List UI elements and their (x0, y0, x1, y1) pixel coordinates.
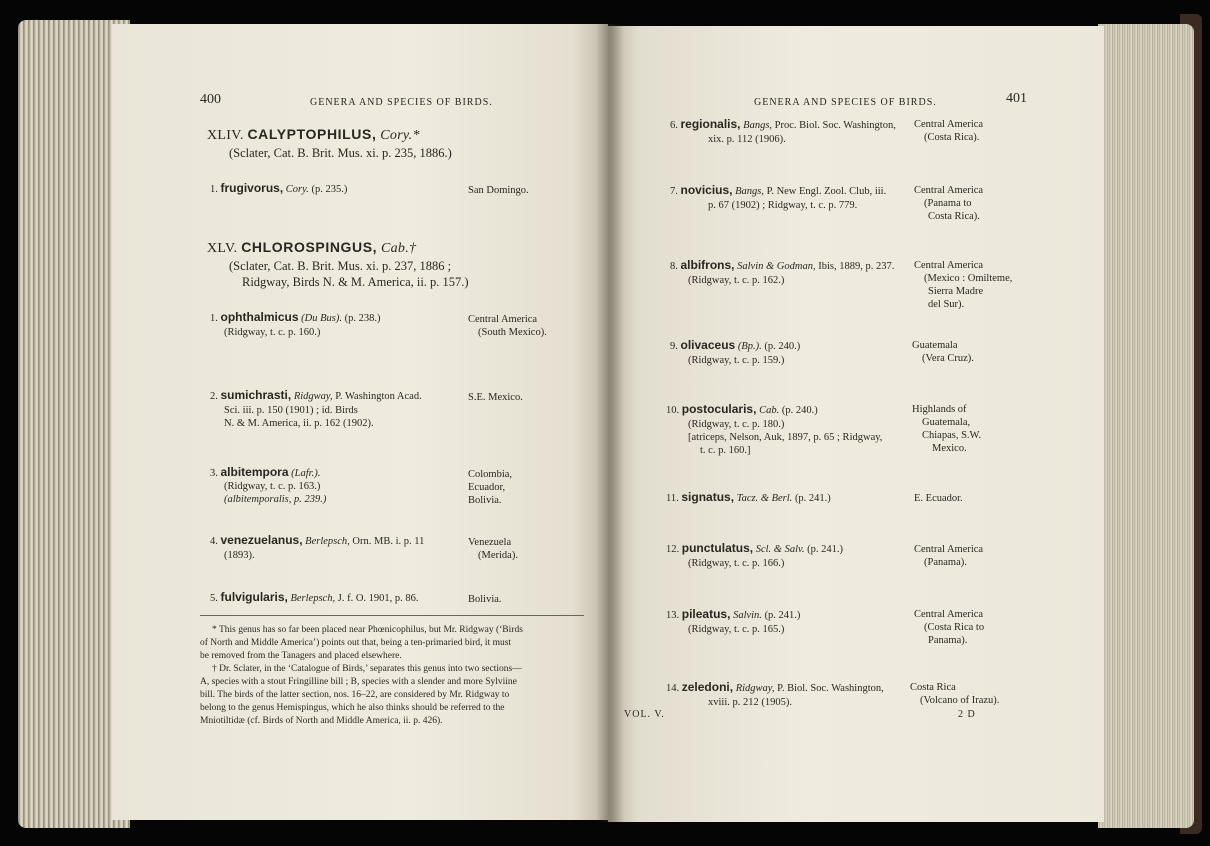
species-locality: Central America (Costa Rica to Panama). (914, 609, 985, 646)
species-citation: (1893). (224, 550, 255, 561)
species-entry: 10. postocularis, Cab. (p. 240.) (666, 402, 818, 416)
species-citation: (Ridgway, t. c. p. 165.) (688, 624, 785, 635)
footnote-line: bill. The birds of the latter section, nos. 16–22, are considered by Mr. Ridgway to (200, 690, 510, 700)
species-citation: p. 67 (1902) ; Ridgway, t. c. p. 779. (708, 200, 858, 211)
page-number: 400 (200, 92, 221, 107)
species-entry: 1. frugivorus, Cory. (p. 235.) (210, 181, 348, 195)
species-entry: 7. novicius, Bangs, P. New Engl. Zool. Club, iii. (670, 183, 887, 197)
footnote-line: of North and Middle America’) points out that, being a ten-primaried bird, it must (200, 638, 512, 648)
genus-heading: XLIV. CALYPTOPHILUS, Cory.* (207, 126, 420, 143)
running-head: GENERA AND SPECIES OF BIRDS. (754, 97, 937, 108)
species-entry: 9. olivaceus (Bp.). (p. 240.) (670, 338, 801, 352)
species-entry: 14. zeledoni, Ridgway, P. Biol. Soc. Washington, (666, 680, 884, 694)
volume-signature: VOL. V. (624, 709, 665, 720)
species-locality: Central America (Panama). (914, 544, 984, 568)
species-entry: 8. albifrons, Salvin & Godman, Ibis, 1889, p. 237. (670, 258, 895, 272)
footnote-line: belong to the genus Hemispingus, which he also thinks should be referred to the (200, 703, 505, 713)
species-locality: S.E. Mexico. (468, 392, 523, 403)
species-locality: San Domingo. (468, 185, 529, 196)
species-citation: N. & M. America, ii. p. 162 (1902). (224, 418, 374, 429)
species-entry: 4. venezuelanus, Berlepsch, Orn. MB. i. p. 11 (210, 533, 425, 547)
species-citation: (Ridgway, t. c. p. 162.) (688, 275, 785, 286)
genus-reference: (Sclater, Cat. B. Brit. Mus. xi. p. 235, 1886.) (229, 146, 452, 160)
species-locality: Guatemala (Vera Cruz). (912, 340, 974, 364)
footnote-line: * This genus has so far been placed near Phœnicophilus, but Mr. Ridgway (‘Birds (212, 625, 523, 635)
footnote-line: Mniotiltidæ (cf. Birds of North and Middle America, ii. p. 426). (200, 716, 443, 726)
page-number: 401 (1006, 91, 1027, 106)
species-locality: E. Ecuador. (914, 493, 963, 504)
species-citation: (albitemporalis, p. 239.) (224, 494, 327, 505)
species-locality: Highlands of Guatemala, Chiapas, S.W. Mexico. (912, 404, 982, 454)
species-citation: (Ridgway, t. c. p. 163.) (224, 481, 321, 492)
species-locality: Central America (Mexico : Omilteme, Sierra Madre del Sur). (914, 260, 1013, 310)
right-page (608, 26, 1104, 822)
species-entry: 3. albitempora (Lafr.). (210, 465, 321, 479)
left-page (112, 24, 608, 820)
species-locality: Bolivia. (468, 594, 502, 605)
species-citation: (Ridgway, t. c. p. 160.) (224, 327, 321, 338)
genus-reference: (Sclater, Cat. B. Brit. Mus. xi. p. 237, 1886 ; (229, 259, 452, 273)
species-citation: t. c. p. 160.] (700, 445, 751, 456)
species-locality: Central America (South Mexico). (468, 314, 547, 338)
species-locality: Costa Rica (Volcano of Irazu). (910, 682, 1000, 706)
footnote-line: † Dr. Sclater, in the ‘Catalogue of Birds,’ separates this genus into two sections— (212, 664, 522, 674)
species-locality: Colombia, Ecuador, Bolivia. (468, 469, 513, 506)
species-citation: xviii. p. 212 (1905). (708, 697, 792, 708)
footnote-line: A, species with a stout Fringilline bill ; B, species with a slender and more Sylviine (200, 677, 517, 687)
genus-reference: Ridgway, Birds N. & M. America, ii. p. 157.) (242, 275, 469, 289)
footnote-rule (200, 615, 584, 616)
species-locality: Venezuela (Merida). (468, 537, 518, 561)
species-citation: (Ridgway, t. c. p. 166.) (688, 558, 785, 569)
species-entry: 12. punctulatus, Scl. & Salv. (p. 241.) (666, 541, 844, 555)
running-head: GENERA AND SPECIES OF BIRDS. (310, 97, 493, 108)
species-citation: Sci. iii. p. 150 (1901) ; id. Birds (224, 405, 358, 416)
gathering-signature: 2 D (958, 709, 976, 720)
genus-heading: XLV. CHLOROSPINGUS, Cab.† (207, 239, 417, 256)
species-entry: 6. regionalis, Bangs, Proc. Biol. Soc. Washington, (670, 117, 896, 131)
species-entry: 2. sumichrasti, Ridgway, P. Washington Acad. (210, 388, 422, 402)
species-citation: (Ridgway, t. c. p. 159.) (688, 355, 785, 366)
species-locality: Central America (Costa Rica). (914, 119, 984, 143)
species-citation: [atriceps, Nelson, Auk, 1897, p. 65 ; Ridgway, (688, 432, 883, 443)
species-citation: xix. p. 112 (1906). (708, 134, 786, 145)
right-page-edges (1098, 24, 1194, 828)
book-gutter (596, 24, 624, 822)
species-citation: (Ridgway, t. c. p. 180.) (688, 419, 785, 430)
species-entry: 1. ophthalmicus (Du Bus). (p. 238.) (210, 310, 381, 324)
footnote-line: be removed from the Tanagers and placed elsewhere. (200, 651, 402, 661)
species-entry: 11. signatus, Tacz. & Berl. (p. 241.) (666, 490, 831, 504)
species-locality: Central America (Panama to Costa Rica). (914, 185, 984, 222)
species-entry: 5. fulvigularis, Berlepsch, J. f. O. 1901, p. 86. (210, 590, 419, 604)
species-entry: 13. pileatus, Salvin. (p. 241.) (666, 607, 801, 621)
